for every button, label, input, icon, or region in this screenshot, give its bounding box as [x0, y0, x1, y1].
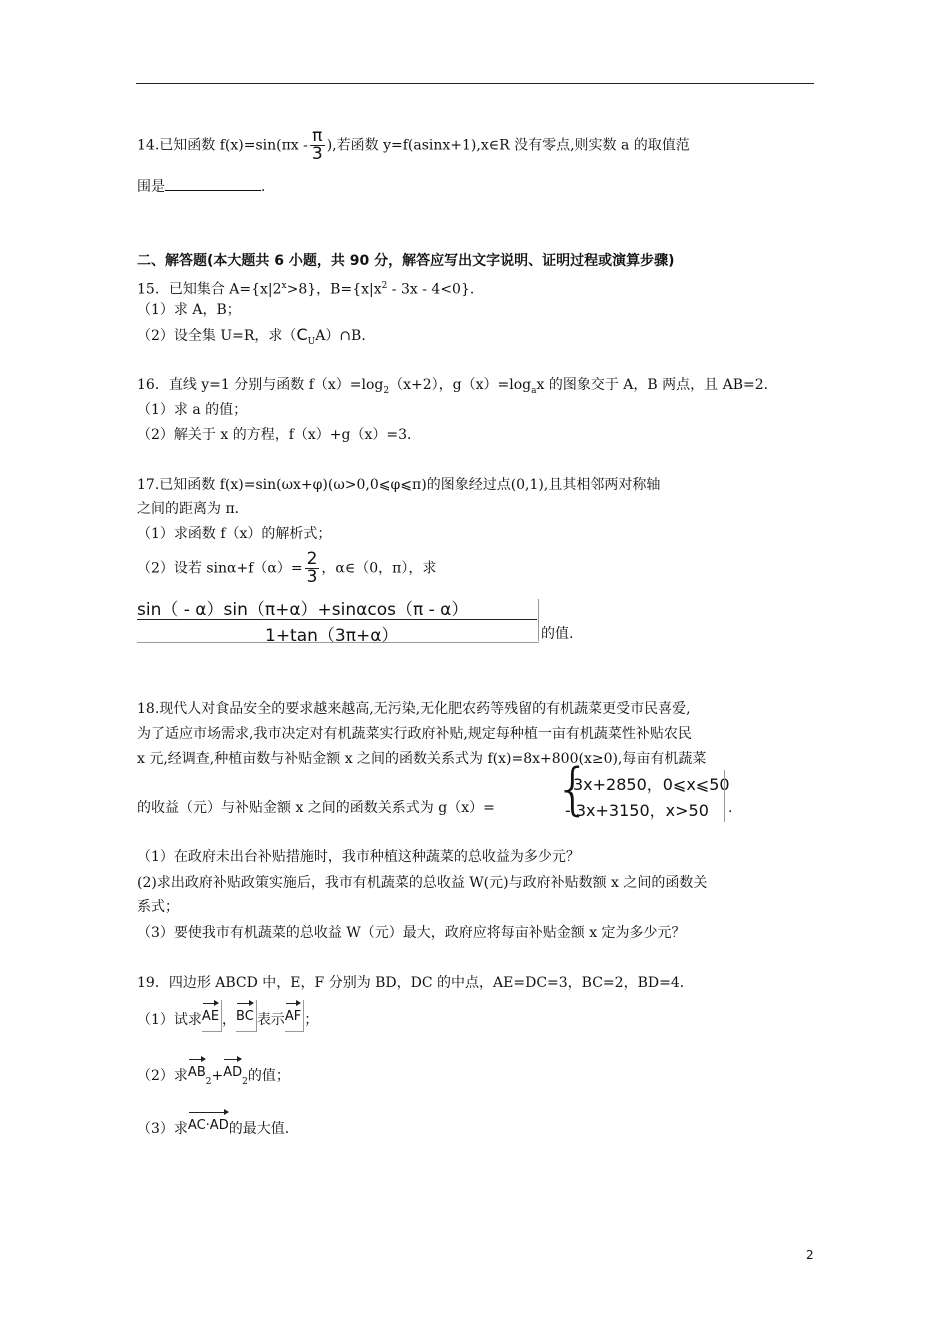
vector-ac-dot-ad: AC·AD	[188, 1109, 229, 1137]
piecewise-case-1: 3x+2850，0⩽x⩽50	[573, 775, 730, 794]
left-brace: {	[555, 757, 591, 822]
q15-text-a: 15．已知集合 A={x|2	[137, 281, 282, 298]
q14-pi-over-3	[310, 128, 325, 163]
q17-p2-text-a: （2）设若 sinα+f（α）=	[137, 560, 303, 577]
q19-p1-text-c: ；	[304, 1012, 319, 1028]
q16-sub-2: 2	[383, 385, 390, 396]
page-number: 2	[806, 1248, 814, 1262]
q19-p3-text-b: 的最大值.	[228, 1121, 290, 1137]
vector-ad: AD	[223, 1056, 242, 1084]
question-16-part-1: （1）求 a 的值；	[137, 402, 248, 418]
question-18-line-4-end: .	[728, 800, 733, 816]
q14-frac-den: 3	[311, 144, 323, 164]
vector-bc-box	[236, 1000, 257, 1032]
vector-ae-box	[202, 1000, 222, 1032]
complement-symbol: C	[296, 325, 308, 344]
answer-blank	[165, 176, 261, 191]
q19-p1-text-a: （1）试求	[137, 1012, 202, 1028]
question-17-part-1: （1）求函数 f（x）的解析式；	[137, 526, 332, 542]
fraction-bar	[137, 619, 537, 620]
question-18-line-2: 为了适应市场需求,我市决定对有机蔬菜实行政府补贴,规定每种植一亩有机蔬菜性补贴农民	[137, 726, 692, 742]
vector-ae: AE	[202, 1000, 219, 1028]
square-exponent-1: 2	[205, 1076, 212, 1087]
vector-ab: AB	[188, 1056, 206, 1084]
q17-two-thirds	[305, 551, 320, 586]
q15-p2-text-b: A）∩B．	[315, 328, 376, 344]
section-2-title: 二、解答题(本大题共 6 小题，共 90 分，解答应写出文字说明、证明过程或演算步骤)	[137, 253, 675, 269]
vector-bc: BC	[236, 1000, 254, 1028]
q17-frac-den: 3	[306, 567, 318, 587]
q15-text-b: >8}，B={x|x	[286, 281, 382, 298]
trig-fraction-denominator: 1+tan（3π+α）	[265, 626, 399, 646]
question-19-part-1	[137, 1000, 318, 1032]
q15-p2-text-a: （2）设全集 U=R，求（	[137, 328, 297, 344]
q16-text-c: x 的图象交于 A，B 两点，且 AB=2．	[536, 377, 778, 393]
question-15-part-1: （1）求 A，B；	[137, 302, 241, 318]
q16-sub-a: a	[531, 385, 537, 396]
q19-p2-text-b: 的值；	[247, 1068, 290, 1084]
question-14-line-1	[137, 128, 690, 163]
q16-text-a: 16．直线 y=1 分别与函数 f（x）=log	[137, 377, 384, 393]
q19-comma: ，	[222, 1012, 237, 1028]
trig-expression-fraction	[137, 595, 539, 646]
question-17-stem-2: 之间的距离为 π．	[137, 501, 249, 517]
trig-fraction-numerator: sin（ - α）sin（π+α）+sinαcos（π - α）	[137, 600, 469, 620]
image-frame-edge	[538, 599, 539, 641]
question-19-part-3	[137, 1109, 289, 1140]
question-16-part-2: （2）解关于 x 的方程，f（x）+g（x）=3．	[137, 427, 422, 443]
q14-text-d: .	[261, 179, 266, 195]
q19-p3-text-a: （3）求	[137, 1121, 188, 1137]
question-18-part-1: （1）在政府未出台补贴措施时，我市种植这种蔬菜的总收益为多少元？	[137, 849, 580, 865]
question-18-part-3: （3）要使我市有机蔬菜的总收益 W（元）最大，政府应将每亩补贴金额 x 定为多少元？	[137, 925, 686, 941]
q19-p2-text-a: （2）求	[137, 1068, 188, 1084]
piecewise-case-2: - 3x+3150，x>50	[565, 801, 709, 820]
q14-text-c: 围是	[137, 179, 165, 195]
q17-frac-num: 2	[306, 549, 318, 569]
question-17-tail: 的值.	[541, 626, 574, 642]
piecewise-function	[553, 757, 730, 824]
q16-text-b: （x+2），g（x）=log	[389, 377, 532, 393]
q15-sup-x: x	[281, 281, 287, 291]
image-frame-baseline	[137, 642, 539, 643]
q14-frac-num: π	[312, 126, 323, 146]
square-exponent-2: 2	[242, 1076, 248, 1087]
question-18-part-2b: 系式；	[137, 899, 179, 915]
q15-text-c: - 3x - 4<0}．	[387, 281, 484, 298]
q19-p1-text-b: 表示	[256, 1012, 285, 1028]
q15-sub-u: U	[307, 336, 316, 347]
q14-text-b: ),若函数 y=f(asinx+1),x∈R 没有零点,则实数 a 的取值范	[326, 137, 690, 154]
question-17-stem-1: 17.已知函数 f(x)=sin(ωx+φ)(ω>0,0⩽φ⩽π)的图象经过点(0,1),且其相邻两对称轴	[137, 477, 661, 493]
question-15-stem	[137, 275, 484, 301]
question-14-line-2	[137, 176, 265, 198]
q14-text-a: 14.已知函数 f(x)=sin(πx -	[137, 137, 308, 154]
image-frame-edge	[724, 770, 725, 822]
question-18-line-4: 的收益（元）与补贴金额 x 之间的函数关系式为 g（x）=	[137, 800, 495, 816]
question-18-line-1: 18.现代人对食品安全的要求越来越高,无污染,无化肥农药等残留的有机蔬菜更受市民喜爱,	[137, 701, 691, 717]
question-15-part-2	[137, 324, 375, 353]
plus-sign: +	[211, 1068, 224, 1084]
vector-af: AF	[285, 1000, 301, 1028]
question-16-stem	[137, 374, 778, 402]
question-19-part-2	[137, 1056, 290, 1093]
q17-p2-text-b: ，α∈（0，π），求	[321, 560, 437, 577]
question-19-stem: 19．四边形 ABCD 中，E，F 分别为 BD，DC 的中点，AE=DC=3，BC=2，BD=4．	[137, 975, 694, 991]
question-18-line-3: x 元,经调查,种植亩数与补贴金额 x 之间的函数关系式为 f(x)=8x+800(x≥0),每亩有机蔬菜	[137, 751, 707, 767]
question-17-part-2	[137, 551, 436, 586]
vector-af-box	[285, 1000, 304, 1032]
question-18-part-2a: (2)求出政府补贴政策实施后，我市有机蔬菜的总收益 W(元)与政府补贴数额 x 之间的函数关	[137, 875, 708, 891]
q15-sup-2: 2	[381, 281, 388, 291]
header-rule	[136, 83, 814, 84]
